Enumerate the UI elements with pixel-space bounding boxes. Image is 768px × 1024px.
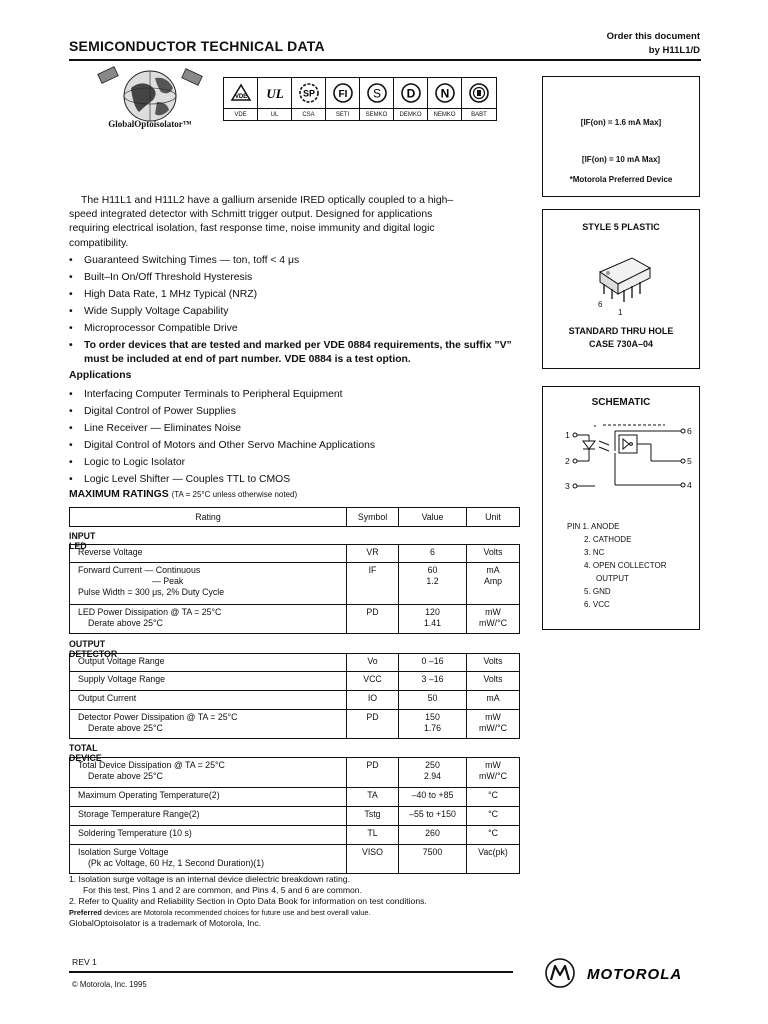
symbol-cell: IO [347,691,399,709]
table-row [69,845,520,874]
approval-semko [360,78,394,120]
babt-icon [468,82,490,104]
svg-text:D: D [406,86,415,101]
application-item: • Interfacing Computer Terminals to Peripheral Equipment [69,386,519,403]
order-line-1: Order this document [606,31,700,42]
application-item: • Logic to Logic Isolator [69,454,519,471]
table-row [69,691,520,710]
semko-icon [366,82,388,104]
demko-icon [400,82,422,104]
feature-item: • Built–In On/Off Threshold Hysteresis [69,269,519,286]
value-line: 60 [427,565,438,575]
preferred-device-note: *Motorola Preferred Device [569,175,673,184]
footnote-1: 1. Isolation surge voltage is an internal device dielectric breakdown rating. [69,874,350,884]
nemko-icon [434,82,456,104]
section-output-detector: OUTPUT DETECTOR [69,639,118,659]
rating-line: (Pk ac Voltage, 60 Hz, 1 Second Duration)(1) [88,858,265,868]
rating-cell: Supply Voltage Range [70,672,347,690]
rating-line: — Peak [152,576,184,586]
approval-label: CSA [292,108,325,120]
pin-5-desc: 5. GND [584,587,611,596]
page-title: SEMICONDUCTOR TECHNICAL DATA [69,38,325,54]
applications-heading: Applications [69,370,132,381]
value-cell [399,758,467,787]
schematic-title: SCHEMATIC [591,397,651,408]
rating-cell: Storage Temperature Range(2) [70,807,347,825]
rating-cell [70,605,347,633]
vde-icon [230,82,252,104]
order-line-2: by H11L1/D [648,45,700,56]
symbol-cell: TL [347,826,399,844]
value-cell [399,605,467,633]
application-item: • Line Receiver — Eliminates Noise [69,420,519,437]
unit-cell: Volts [483,547,503,557]
rating-line: Pulse Width = 300 μs, 2% Duty Cycle [78,587,225,597]
value-cell: 0 –16 [399,654,467,671]
value-line: 1.2 [426,576,439,586]
approval-label: UL [258,108,291,120]
approval-label: VDE [224,108,257,120]
unit-line: mW [485,607,501,617]
value-line: 1.41 [423,618,442,628]
schematic-pin-4: 4 [687,480,692,490]
trademark-note: GlobalOptoisolator is a trademark of Motorola, Inc. [69,918,262,928]
order-info [607,30,700,58]
header-symbol: Symbol [347,508,399,526]
approval-label: DEMKO [394,108,427,120]
rating-cell [70,845,347,873]
value-line: 2.94 [423,771,442,781]
symbol-cell: PD [347,710,399,738]
header-rating: Rating [70,508,347,526]
approval-label: NEMKO [428,108,461,120]
value-cell [399,563,467,604]
value-cell: –55 to +150 [399,807,467,825]
approval-nemko [428,78,462,120]
package-case: CASE 730A–04 [588,339,654,349]
unit-cell [467,605,519,633]
feature-item: • Guaranteed Switching Times — ton, toff < 4 μs [69,252,519,269]
rating-line: Derate above 25°C [88,618,163,628]
h11l2-spec: [IF(on) = 10 mA Max] [581,155,661,164]
h11l1-spec: [IF(on) = 1.6 mA Max] [580,118,662,127]
feature-list [69,252,519,367]
table-row [69,710,520,739]
svg-text:S: S [372,86,381,101]
value-cell: 6 [399,545,467,562]
symbol-cell: VISO [347,845,399,873]
unit-line: mA [486,565,500,575]
header-value: Value [399,508,467,526]
approval-csa [292,78,326,120]
max-ratings-note: (TA = 25°C unless otherwise noted) [171,490,298,499]
symbol-cell: VR [347,545,399,562]
svg-text:N: N [440,86,449,101]
csa-icon [298,82,320,104]
symbol-cell: PD [347,605,399,633]
unit-cell: Volts [483,656,503,666]
pin-3-desc: 3. NC [584,548,605,557]
device-variants-box [542,76,700,197]
approval-label: SEMKO [360,108,393,120]
feature-item-vde: • To order devices that are tested and marked per VDE 0884 requirements, the suffix ”V” must be included at end of part number. VDE 0884 is a test option. [69,337,519,367]
rating-cell [70,563,347,604]
approval-label: BABT [462,108,496,120]
unit-cell [467,758,519,787]
header-unit: Unit [485,512,501,522]
application-item: • Digital Control of Motors and Other Servo Machine Applications [69,437,519,454]
rating-cell: Maximum Operating Temperature(2) [70,788,347,806]
pin-6-desc: 6. VCC [584,600,610,609]
section-total-device: TOTAL DEVICE [69,743,102,763]
package-name: STANDARD THRU HOLE [568,326,674,336]
footnote-1-cont: For this test, Pins 1 and 2 are common, and Pins 4, 5 and 6 are common. [83,885,362,895]
unit-line: mW/°C [479,618,507,628]
svg-text:SP: SP [302,88,315,99]
approval-babt [462,78,496,120]
unit-line: mW/°C [479,723,507,733]
applications-list [69,386,519,488]
symbol-cell: Tstg [347,807,399,825]
unit-cell: mA [486,693,500,703]
package-box [542,209,700,369]
value-cell: –40 to +85 [399,788,467,806]
unit-cell: °C [488,809,498,819]
ul-icon [264,82,286,104]
table-row [69,653,520,672]
symbol-cell: VCC [347,672,399,690]
symbol-cell: PD [347,758,399,787]
schematic-pin-1: 1 [565,430,570,440]
symbol-cell: TA [347,788,399,806]
rating-line: Isolation Surge Voltage [78,847,169,857]
preferred-word: Preferred [69,908,102,917]
unit-cell: °C [488,790,498,800]
schematic-pin-5: 5 [687,456,692,466]
feature-item: • Microprocessor Compatible Drive [69,320,519,337]
unit-cell: °C [488,828,498,838]
revision-label: REV 1 [72,957,97,967]
max-ratings-title [69,489,297,500]
schematic-pin-2: 2 [565,456,570,466]
value-cell: 260 [399,826,467,844]
rating-line: Detector Power Dissipation @ TA = 25°C [78,712,238,722]
value-cell: 50 [399,691,467,709]
copyright-text: Motorola, Inc. 1995 [79,980,147,989]
pin-2-desc: 2. CATHODE [584,535,632,544]
rating-line: LED Power Dissipation @ TA = 25°C [78,607,222,617]
rating-cell: Soldering Temperature (10 s) [70,826,347,844]
value-cell [399,710,467,738]
rating-line: Derate above 25°C [88,771,163,781]
schematic-pin-6: 6 [687,426,692,436]
copyright: © Motorola, Inc. 1995 [72,980,147,989]
table-header-row [69,507,520,527]
rating-line: Total Device Dissipation @ TA = 25°C [78,760,225,770]
preferred-text: devices are Motorola recommended choices for future use and best overall value. [103,908,371,917]
approval-seti [326,78,360,120]
rating-line: Forward Current — Continuous [78,565,201,575]
unit-cell [467,710,519,738]
pin-1-desc: ANODE [591,522,620,531]
application-item: • Logic Level Shifter — Couples TTL to CMOS [69,471,519,488]
svg-text:VDE: VDE [234,94,247,100]
rating-cell [70,758,347,787]
table-row [69,826,520,845]
preferred-note [69,907,427,918]
footnote-2: 2. Refer to Quality and Reliability Section in Opto Data Book for information on test conditions. [69,896,427,906]
unit-line: mW [485,760,501,770]
table-row [69,807,520,826]
value-cell: 7500 [399,845,467,873]
table-row [69,563,520,605]
application-item: • Digital Control of Power Supplies [69,403,519,420]
pin-list-row [567,520,667,533]
unit-line: mW [485,712,501,722]
intro-paragraph: The H11L1 and H11L2 have a gallium arsenide IRED optically coupled to a high–speed integrated detector with Schmitt trigger output. Designed for applications requiring electrical isolation, fast response time, noise immunity and digital logic compatibility. [69,195,454,249]
approval-ul [258,78,292,120]
pin-list-title: PIN 1. [567,522,590,531]
feature-item: • High Data Rate, 1 MHz Typical (NRZ) [69,286,519,303]
pin-list [567,520,667,611]
value-cell: 3 –16 [399,672,467,690]
package-style: STYLE 5 PLASTIC [582,222,660,232]
schematic-pin-3: 3 [565,481,570,491]
max-ratings-heading: MAXIMUM RATINGS [69,489,169,500]
motorola-wordmark: MOTOROLA [587,966,683,983]
symbol-cell: IF [347,563,399,604]
rating-cell: Output Current [70,691,347,709]
motorola-logo [543,956,703,990]
rating-cell: Reverse Voltage [70,545,347,562]
pin-4-desc-cont: OUTPUT [596,574,629,583]
unit-line: Amp [483,576,503,586]
schematic-diagram [555,423,695,493]
schematic-box [542,386,700,630]
value-line: 1.76 [423,723,442,733]
footer-rule [69,971,513,973]
unit-cell [467,563,519,604]
package-pin6-label: 6 [598,300,603,309]
global-optoisolator-text: GlobalOptoisolator [108,119,183,129]
svg-text:FI: FI [338,89,347,100]
table-row [69,788,520,807]
table-row [69,757,520,788]
value-line: 120 [425,607,440,617]
table-row [69,672,520,691]
unit-line: mW/°C [479,771,507,781]
table-row [69,544,520,563]
rating-cell: Output Voltage Range [70,654,347,671]
approval-label: SETI [326,108,359,120]
symbol-cell: Vo [347,654,399,671]
unit-cell: Vac(pk) [478,847,508,857]
seti-icon [332,82,354,104]
table-row [69,605,520,634]
unit-cell: Volts [483,674,503,684]
footnotes [69,874,427,929]
svg-text:UL: UL [265,86,284,101]
package-pin1-label: 1 [618,308,623,317]
rating-cell [70,710,347,738]
header-rule [69,59,701,61]
rating-line: Derate above 25°C [88,723,163,733]
approval-vde [224,78,258,120]
approval-logos [223,77,497,121]
value-line: 250 [425,760,440,770]
feature-item: • Wide Supply Voltage Capability [69,303,519,320]
section-input-led: INPUT LED [69,531,96,551]
value-line: 150 [425,712,440,722]
global-optoisolator-label: GlobalOptoisolator™ [108,119,192,129]
approval-demko [394,78,428,120]
pin-4-desc: 4. OPEN COLLECTOR [584,561,667,570]
